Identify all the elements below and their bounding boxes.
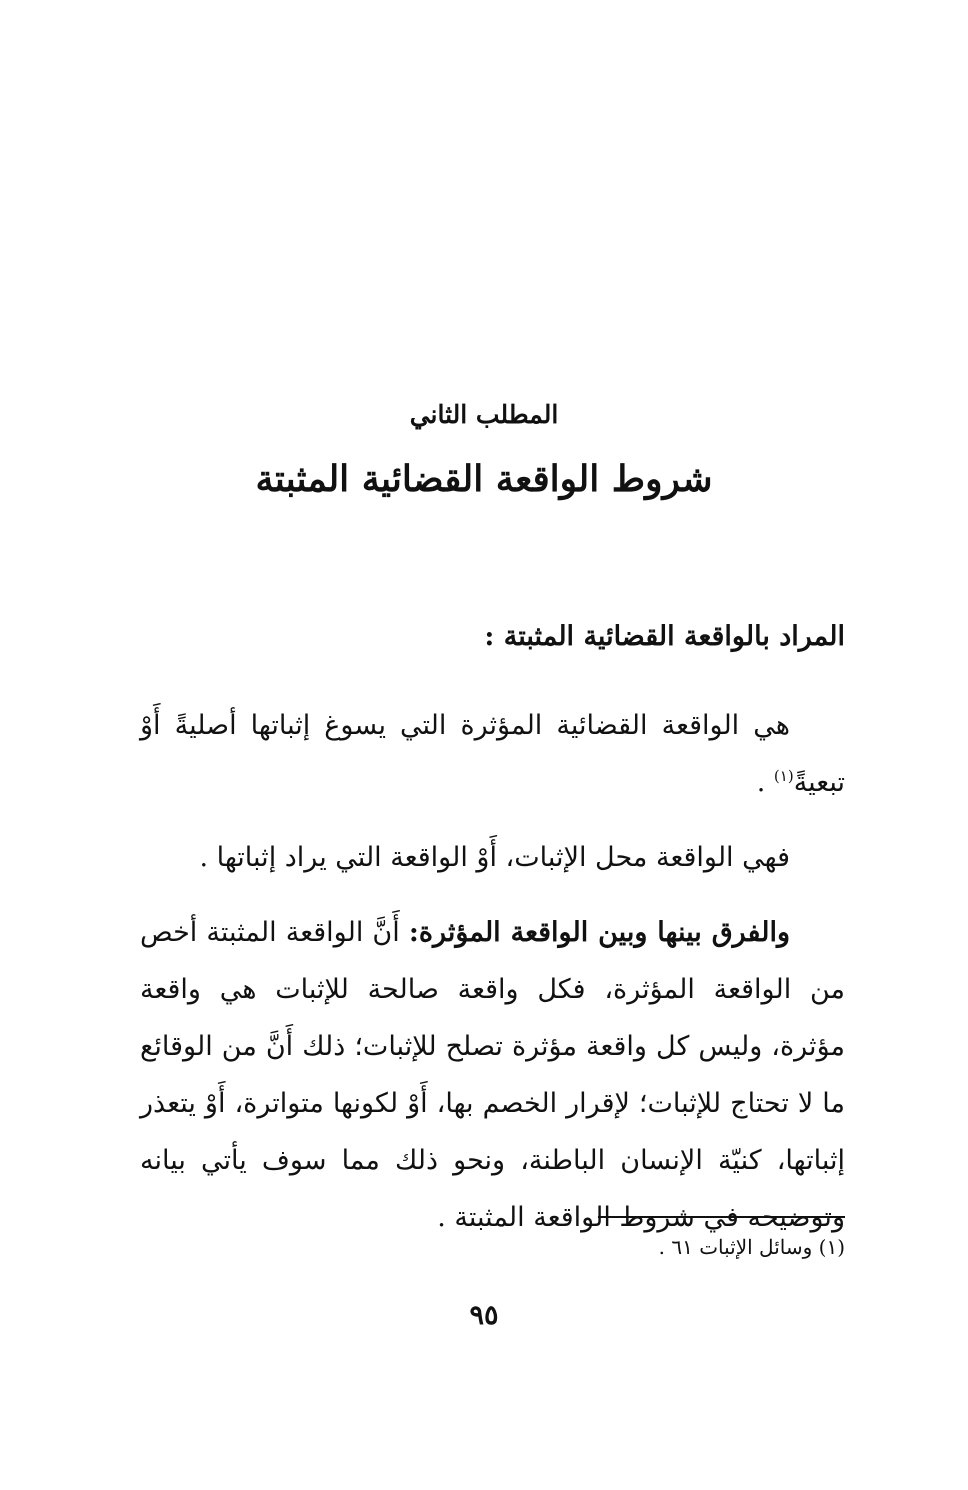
footnote-divider: [598, 1216, 845, 1218]
body-text: [140, 608, 845, 1264]
explanation-paragraph: فهي الواقعة محل الإثبات، أَوْ الواقعة التي يراد إثباتها .: [199, 842, 790, 873]
page-number: ٩٥: [469, 1300, 499, 1331]
definition-paragraph: [140, 697, 845, 811]
section-title: شروط الواقعة القضائية المثبتة: [255, 458, 713, 500]
difference-text: أَنَّ الواقعة المثبتة أخص من الواقعة المؤثرة، فكل واقعة صالحة للإثبات هي واقعة مؤثرة، وليس كل واقعة مؤثرة تصلح للإثبات؛ ذلك أَنَّ من الوقائع ما لا تحتاج للإثبات؛ لإقرار الخصم بها، أَوْ لكونها متواترة، أَوْ يتعذر إثباتها، كنيّة الإنسان الباطنة، ونحو ذلك مما سوف يأتي بيانه وتوضيحه في شروط الواقعة المثبتة .: [140, 917, 845, 1233]
footnote: (١) وسائل الإثبات ٦١ .: [658, 1235, 845, 1259]
definition-heading: المراد بالواقعة القضائية المثبتة :: [484, 621, 845, 652]
footnote-reference: (١): [773, 767, 794, 785]
definition-text: هي الواقعة القضائية المؤثرة التي يسوغ إثباتها أصليةً أَوْ تبعيةً: [140, 710, 845, 798]
difference-paragraph: [140, 904, 845, 1246]
definition-end: .: [756, 767, 774, 798]
difference-lead: والفرق بينها وبين الواقعة المؤثرة:: [408, 917, 790, 948]
section-subtitle: المطلب الثاني: [409, 400, 559, 429]
